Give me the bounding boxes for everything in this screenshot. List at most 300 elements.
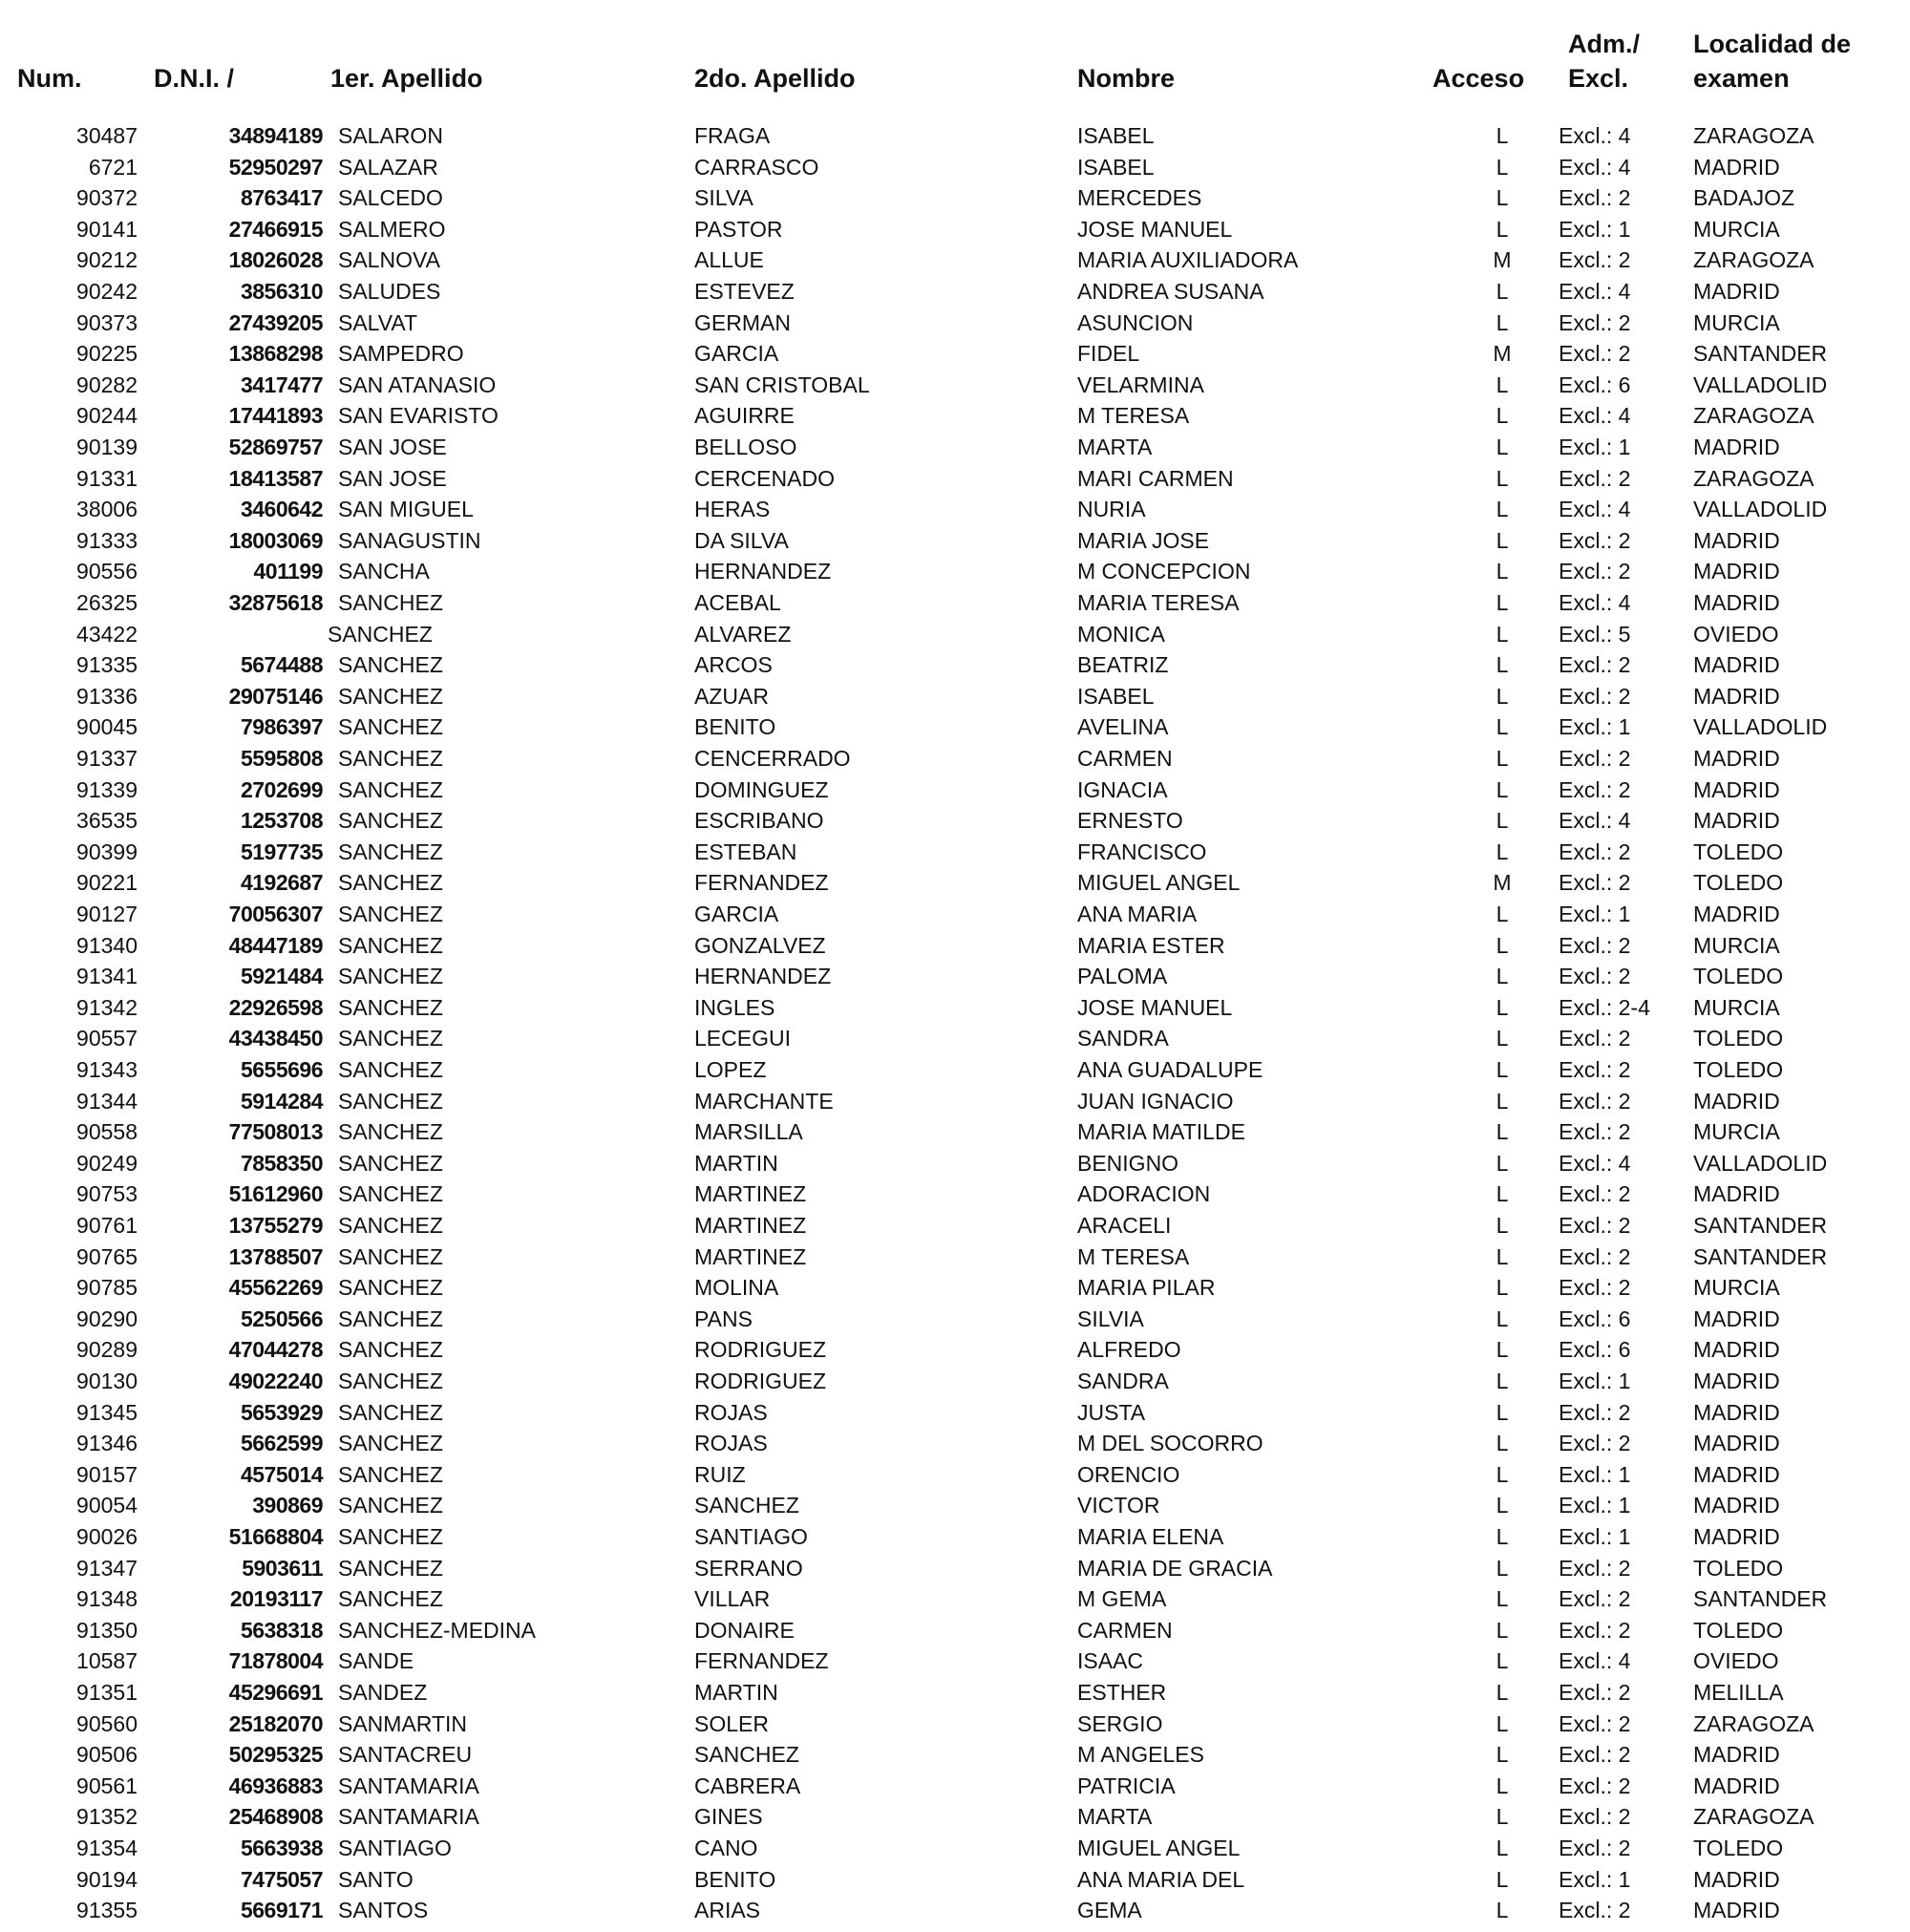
cell-apellido1: SAN MIGUEL [338, 497, 474, 522]
cell-acceso: L [1496, 1742, 1509, 1768]
table-row [0, 1583, 1910, 1615]
cell-dni: 5653929 [240, 1399, 323, 1425]
cell-apellido2: DOMINGUEZ [694, 776, 829, 802]
cell-num: 30487 [76, 123, 138, 148]
cell-apellido1: SANCHEZ [338, 1306, 443, 1331]
cell-localidad: MADRID [1693, 683, 1780, 709]
cell-nombre: MARIA MATILDE [1077, 1119, 1245, 1145]
cell-estado: Excl.: 2 [1559, 527, 1631, 553]
cell-estado: Excl.: 4 [1559, 154, 1631, 180]
cell-num: 91336 [76, 683, 138, 709]
cell-estado: Excl.: 6 [1559, 1306, 1631, 1331]
cell-dni: 5595808 [240, 746, 323, 771]
cell-localidad: MADRID [1693, 1431, 1780, 1456]
cell-localidad: VALLADOLID [1693, 372, 1828, 397]
table-row [0, 867, 1910, 899]
table-row [0, 494, 1910, 525]
header-adm-line2: Excl. [1568, 64, 1629, 93]
cell-nombre: CARMEN [1077, 1617, 1173, 1643]
cell-dni: 5250566 [240, 1306, 323, 1331]
cell-localidad: SANTANDER [1693, 1243, 1828, 1269]
cell-nombre: MIGUEL ANGEL [1077, 870, 1241, 896]
cell-num: 91331 [76, 465, 138, 491]
cell-dni: 4575014 [240, 1461, 323, 1487]
cell-apellido2: PANS [694, 1306, 753, 1331]
cell-localidad: ZARAGOZA [1693, 247, 1814, 273]
cell-acceso: L [1496, 185, 1509, 211]
cell-apellido1: SANCHEZ [338, 746, 443, 771]
cell-nombre: M GEMA [1077, 1586, 1167, 1612]
cell-estado: Excl.: 2 [1559, 932, 1631, 958]
cell-apellido2: CABRERA [694, 1773, 801, 1798]
cell-nombre: VICTOR [1077, 1493, 1160, 1518]
cell-apellido2: MARSILLA [694, 1119, 803, 1145]
header-localidad-line1: Localidad de [1693, 30, 1852, 58]
cell-apellido2: SAN CRISTOBAL [694, 372, 870, 397]
cell-apellido1: SANCHEZ [338, 1524, 443, 1549]
cell-nombre: MARIA ESTER [1077, 932, 1225, 958]
cell-estado: Excl.: 2 [1559, 1555, 1631, 1581]
table-row [0, 182, 1910, 214]
cell-dni: 17441893 [228, 403, 323, 429]
cell-dni: 77508013 [228, 1119, 323, 1145]
cell-apellido2: GINES [694, 1804, 763, 1830]
cell-dni: 71878004 [228, 1648, 323, 1674]
cell-nombre: ORENCIO [1077, 1461, 1180, 1487]
cell-localidad: VALLADOLID [1693, 1150, 1828, 1176]
cell-num: 10587 [76, 1648, 138, 1674]
cell-dni: 7475057 [240, 1866, 323, 1892]
cell-num: 91342 [76, 994, 138, 1020]
cell-apellido2: SANTIAGO [694, 1524, 808, 1549]
cell-estado: Excl.: 2 [1559, 1057, 1631, 1082]
cell-nombre: M ANGELES [1077, 1742, 1204, 1768]
cell-apellido2: MARTINEZ [694, 1243, 807, 1269]
cell-nombre: JUAN IGNACIO [1077, 1088, 1234, 1114]
table-row [0, 1739, 1910, 1771]
cell-estado: Excl.: 4 [1559, 279, 1631, 304]
cell-apellido1: SANCHEZ [338, 1493, 443, 1518]
cell-dni: 3856310 [240, 279, 323, 304]
table-row [0, 1272, 1910, 1304]
cell-nombre: M TERESA [1077, 1243, 1190, 1269]
cell-apellido2: GARCIA [694, 341, 779, 367]
table-row [0, 244, 1910, 276]
cell-estado: Excl.: 2 [1559, 1119, 1631, 1145]
cell-apellido1: SANTO [338, 1866, 414, 1892]
cell-apellido1: SANCHEZ [338, 1586, 443, 1612]
cell-nombre: MONICA [1077, 621, 1165, 647]
table-row [0, 649, 1910, 681]
cell-apellido1: SANCHEZ [338, 870, 443, 896]
cell-localidad: MADRID [1693, 808, 1780, 834]
cell-dni: 13755279 [228, 1213, 323, 1238]
cell-localidad: MURCIA [1693, 309, 1780, 335]
table-row [0, 463, 1910, 495]
cell-apellido2: MARTINEZ [694, 1181, 807, 1207]
cell-acceso: L [1496, 1119, 1509, 1145]
cell-acceso: L [1496, 465, 1509, 491]
cell-acceso: L [1496, 1275, 1509, 1301]
cell-acceso: L [1496, 435, 1509, 459]
cell-apellido1: SAN JOSE [338, 435, 447, 459]
table-row [0, 1459, 1910, 1491]
cell-localidad: MADRID [1693, 746, 1780, 771]
cell-acceso: L [1496, 683, 1509, 709]
cell-estado: Excl.: 2-4 [1559, 994, 1650, 1020]
cell-estado: Excl.: 4 [1559, 1150, 1631, 1176]
cell-nombre: MERCEDES [1077, 185, 1202, 211]
cell-localidad: MURCIA [1693, 1119, 1780, 1145]
cell-num: 90130 [76, 1369, 138, 1393]
cell-dni: 27466915 [228, 216, 323, 242]
cell-localidad: MADRID [1693, 1369, 1780, 1393]
cell-dni: 70056307 [228, 902, 323, 926]
table-row [0, 1801, 1910, 1833]
cell-apellido2: HERAS [694, 497, 771, 522]
table-row [0, 930, 1910, 962]
cell-apellido1: SANCHEZ [338, 776, 443, 802]
cell-apellido1: SALAZAR [338, 154, 438, 180]
cell-num: 90753 [76, 1181, 138, 1207]
cell-num: 91347 [76, 1555, 138, 1581]
cell-nombre: FRANCISCO [1077, 839, 1207, 864]
cell-apellido2: SANCHEZ [694, 1742, 799, 1768]
cell-dni: 7986397 [240, 714, 323, 740]
cell-localidad: MADRID [1693, 1866, 1780, 1892]
cell-apellido1: SANCHEZ-MEDINA [338, 1617, 537, 1643]
cell-dni: 13788507 [228, 1243, 323, 1269]
cell-apellido2: MARTIN [694, 1150, 778, 1176]
table-row [0, 1553, 1910, 1584]
header-num: Num. [17, 64, 82, 93]
cell-apellido1: SANTACREU [338, 1742, 473, 1768]
cell-apellido2: ESCRIBANO [694, 808, 824, 834]
cell-localidad: SANTANDER [1693, 1586, 1828, 1612]
cell-nombre: ANA MARIA [1077, 902, 1198, 926]
cell-apellido1: SANTAMARIA [338, 1773, 479, 1798]
cell-estado: Excl.: 2 [1559, 839, 1631, 864]
cell-apellido1: SALUDES [338, 279, 441, 304]
table-row [0, 370, 1910, 401]
cell-estado: Excl.: 1 [1559, 1524, 1631, 1549]
cell-dni: 32875618 [228, 590, 323, 615]
cell-apellido2: VILLAR [694, 1586, 771, 1612]
cell-estado: Excl.: 2 [1559, 1710, 1631, 1736]
cell-dni: 3417477 [240, 372, 323, 397]
cell-apellido1: SANCHEZ [338, 1181, 443, 1207]
cell-acceso: L [1496, 1710, 1509, 1736]
cell-nombre: ESTHER [1077, 1680, 1167, 1705]
table-row [0, 1397, 1910, 1429]
cell-estado: Excl.: 4 [1559, 497, 1631, 522]
cell-apellido2: ACEBAL [694, 590, 781, 615]
cell-dni: 27439205 [228, 309, 323, 335]
cell-acceso: L [1496, 1680, 1509, 1705]
cell-acceso: L [1496, 1617, 1509, 1643]
cell-num: 91354 [76, 1836, 138, 1860]
cell-dni: 46936883 [228, 1773, 323, 1798]
cell-dni: 34894189 [228, 123, 323, 148]
cell-localidad: MADRID [1693, 1337, 1780, 1363]
cell-dni: 48447189 [228, 932, 323, 958]
cell-dni: 29075146 [228, 683, 323, 709]
cell-acceso: M [1493, 870, 1512, 896]
cell-estado: Excl.: 2 [1559, 1898, 1631, 1923]
cell-dni: 52869757 [228, 435, 323, 459]
cell-nombre: VELARMINA [1077, 372, 1204, 397]
cell-apellido1: SANMARTIN [338, 1710, 468, 1736]
cell-num: 90765 [76, 1243, 138, 1269]
cell-acceso: L [1496, 1586, 1509, 1612]
cell-apellido2: FERNANDEZ [694, 870, 829, 896]
cell-nombre: BEATRIZ [1077, 652, 1169, 678]
table-row [0, 120, 1910, 152]
cell-apellido2: ALVAREZ [694, 621, 792, 647]
cell-acceso: L [1496, 559, 1509, 584]
cell-apellido2: CENCERRADO [694, 746, 851, 771]
cell-localidad: VALLADOLID [1693, 714, 1828, 740]
cell-acceso: L [1496, 123, 1509, 148]
cell-estado: Excl.: 2 [1559, 1213, 1631, 1238]
cell-nombre: ANA MARIA DEL [1077, 1866, 1245, 1892]
cell-apellido2: CARRASCO [694, 154, 819, 180]
cell-acceso: L [1496, 1150, 1509, 1176]
cell-acceso: L [1496, 808, 1509, 834]
cell-estado: Excl.: 2 [1559, 870, 1631, 896]
cell-num: 26325 [76, 590, 138, 615]
cell-num: 90558 [76, 1119, 138, 1145]
cell-apellido1: SANTAMARIA [338, 1804, 479, 1830]
table-row [0, 276, 1910, 308]
cell-nombre: GEMA [1077, 1898, 1142, 1923]
cell-nombre: M TERESA [1077, 403, 1190, 429]
cell-dni: 5663938 [240, 1836, 323, 1860]
cell-num: 91351 [76, 1680, 138, 1705]
cell-num: 90212 [76, 247, 138, 273]
cell-num: 91352 [76, 1804, 138, 1830]
cell-num: 90560 [76, 1710, 138, 1736]
cell-apellido1: SANCHEZ [338, 902, 443, 926]
cell-apellido1: SANCHEZ [338, 1337, 443, 1363]
table-row [0, 1116, 1910, 1148]
cell-estado: Excl.: 2 [1559, 341, 1631, 367]
cell-apellido2: FERNANDEZ [694, 1648, 829, 1674]
cell-num: 90244 [76, 403, 138, 429]
cell-acceso: L [1496, 1306, 1509, 1331]
cell-estado: Excl.: 2 [1559, 1431, 1631, 1456]
cell-acceso: L [1496, 1026, 1509, 1051]
cell-localidad: MADRID [1693, 1493, 1780, 1518]
cell-apellido2: RUIZ [694, 1461, 746, 1487]
table-row [0, 837, 1910, 868]
cell-acceso: L [1496, 1088, 1509, 1114]
cell-acceso: L [1496, 372, 1509, 397]
cell-acceso: L [1496, 652, 1509, 678]
cell-acceso: L [1496, 527, 1509, 553]
table-row [0, 961, 1910, 992]
cell-localidad: TOLEDO [1693, 870, 1784, 896]
cell-acceso: L [1496, 1773, 1509, 1798]
cell-dni: 13868298 [228, 341, 323, 367]
cell-num: 90372 [76, 185, 138, 211]
table-row [0, 525, 1910, 557]
cell-acceso: L [1496, 964, 1509, 989]
cell-apellido1: SANCHEZ [338, 808, 443, 834]
cell-dni: 5921484 [240, 964, 323, 989]
cell-apellido1: SANDE [338, 1648, 414, 1674]
cell-nombre: MARTA [1077, 1804, 1153, 1830]
cell-dni: 51668804 [228, 1524, 323, 1549]
cell-acceso: M [1493, 341, 1512, 367]
cell-apellido1: SALVAT [338, 309, 418, 335]
cell-estado: Excl.: 4 [1559, 590, 1631, 615]
cell-apellido1: SANCHEZ [338, 932, 443, 958]
cell-nombre: SILVIA [1077, 1306, 1144, 1331]
cell-num: 90225 [76, 341, 138, 367]
cell-dni: 49022240 [228, 1369, 323, 1393]
cell-estado: Excl.: 2 [1559, 1617, 1631, 1643]
cell-nombre: M CONCEPCION [1077, 559, 1251, 584]
cell-apellido1: SALNOVA [338, 247, 440, 273]
cell-acceso: L [1496, 1836, 1509, 1860]
cell-dni: 2702699 [240, 776, 323, 802]
table-row [0, 587, 1910, 619]
table-row [0, 556, 1910, 587]
cell-apellido1: SANTOS [338, 1898, 429, 1923]
cell-acceso: L [1496, 309, 1509, 335]
header-apellido2: 2do. Apellido [694, 64, 856, 93]
cell-dni: 43438450 [228, 1026, 323, 1051]
cell-dni: 1253708 [240, 808, 323, 834]
cell-estado: Excl.: 2 [1559, 465, 1631, 491]
cell-estado: Excl.: 1 [1559, 714, 1631, 740]
cell-dni: 18026028 [228, 247, 323, 273]
cell-acceso: L [1496, 1461, 1509, 1487]
cell-localidad: MADRID [1693, 902, 1780, 926]
cell-acceso: L [1496, 1431, 1509, 1456]
cell-localidad: SANTANDER [1693, 341, 1828, 367]
cell-apellido1: SANCHEZ [338, 1275, 443, 1301]
cell-estado: Excl.: 2 [1559, 964, 1631, 989]
cell-apellido2: SOLER [694, 1710, 769, 1736]
cell-apellido1: SANCHEZ [338, 683, 443, 709]
cell-apellido2: CANO [694, 1836, 758, 1860]
cell-apellido2: RODRIGUEZ [694, 1337, 826, 1363]
cell-dni: 45296691 [228, 1680, 323, 1705]
cell-apellido2: BENITO [694, 1866, 776, 1892]
table-row [0, 1490, 1910, 1521]
cell-localidad: OVIEDO [1693, 621, 1779, 647]
cell-apellido1: SANCHEZ [338, 1431, 443, 1456]
cell-dni: 5669171 [240, 1898, 323, 1923]
cell-acceso: L [1496, 1399, 1509, 1425]
cell-apellido1: SANTIAGO [338, 1836, 452, 1860]
cell-estado: Excl.: 2 [1559, 1275, 1631, 1301]
cell-apellido2: MOLINA [694, 1275, 779, 1301]
cell-nombre: MARI CARMEN [1077, 465, 1234, 491]
cell-num: 90045 [76, 714, 138, 740]
cell-num: 90127 [76, 902, 138, 926]
cell-localidad: MADRID [1693, 652, 1780, 678]
cell-apellido1: SANCHEZ [338, 1369, 443, 1393]
cell-acceso: L [1496, 776, 1509, 802]
cell-dni: 7858350 [240, 1150, 323, 1176]
table-row [0, 1178, 1910, 1210]
cell-apellido2: BENITO [694, 714, 776, 740]
cell-acceso: L [1496, 403, 1509, 429]
cell-apellido1: SANCHA [338, 559, 430, 584]
cell-apellido1: SAMPEDRO [338, 341, 464, 367]
cell-estado: Excl.: 2 [1559, 185, 1631, 211]
cell-num: 38006 [76, 497, 138, 522]
cell-acceso: L [1496, 1057, 1509, 1082]
table-row [0, 1366, 1910, 1397]
cell-num: 91348 [76, 1586, 138, 1612]
cell-localidad: MADRID [1693, 1306, 1780, 1331]
cell-acceso: L [1496, 1493, 1509, 1518]
cell-localidad: MADRID [1693, 559, 1780, 584]
cell-localidad: TOLEDO [1693, 1057, 1784, 1082]
cell-num: 91339 [76, 776, 138, 802]
cell-apellido2: GONZALVEZ [694, 932, 826, 958]
cell-num: 90561 [76, 1773, 138, 1798]
cell-estado: Excl.: 2 [1559, 1399, 1631, 1425]
table-row [0, 1771, 1910, 1802]
cell-localidad: MURCIA [1693, 1275, 1780, 1301]
table-row [0, 1334, 1910, 1366]
cell-apellido2: BELLOSO [694, 435, 797, 459]
cell-apellido2: MARCHANTE [694, 1088, 834, 1114]
cell-dni: 5674488 [240, 652, 323, 678]
cell-apellido1: SANDEZ [338, 1680, 428, 1705]
cell-estado: Excl.: 2 [1559, 1026, 1631, 1051]
cell-apellido2: SANCHEZ [694, 1493, 799, 1518]
cell-apellido1: SAN ATANASIO [338, 372, 497, 397]
cell-nombre: SANDRA [1077, 1026, 1169, 1051]
cell-dni: 18003069 [228, 527, 323, 553]
cell-localidad: ZARAGOZA [1693, 1710, 1814, 1736]
header-nombre: Nombre [1077, 64, 1176, 93]
cell-localidad: MADRID [1693, 527, 1780, 553]
cell-acceso: L [1496, 839, 1509, 864]
table-row [0, 681, 1910, 712]
table-row [0, 152, 1910, 183]
cell-num: 90761 [76, 1213, 138, 1238]
cell-estado: Excl.: 1 [1559, 435, 1631, 459]
cell-apellido1: SANCHEZ [338, 839, 443, 864]
cell-apellido2: ARCOS [694, 652, 773, 678]
cell-nombre: ADORACION [1077, 1181, 1211, 1207]
cell-dni: 50295325 [228, 1742, 323, 1768]
cell-num: 90785 [76, 1275, 138, 1301]
cell-num: 91343 [76, 1057, 138, 1082]
table-row [0, 775, 1910, 806]
cell-estado: Excl.: 2 [1559, 1586, 1631, 1612]
cell-num: 90157 [76, 1461, 138, 1487]
cell-nombre: FIDEL [1077, 341, 1140, 367]
cell-estado: Excl.: 5 [1559, 621, 1631, 647]
cell-apellido2: RODRIGUEZ [694, 1369, 826, 1393]
cell-estado: Excl.: 2 [1559, 1742, 1631, 1768]
table-row [0, 1895, 1910, 1926]
cell-apellido2: LOPEZ [694, 1057, 767, 1082]
cell-nombre: SERGIO [1077, 1710, 1163, 1736]
cell-localidad: MURCIA [1693, 216, 1780, 242]
cell-dni: 51612960 [228, 1181, 323, 1207]
cell-apellido1: SANCHEZ [338, 1026, 443, 1051]
cell-dni: 5914284 [240, 1088, 323, 1114]
